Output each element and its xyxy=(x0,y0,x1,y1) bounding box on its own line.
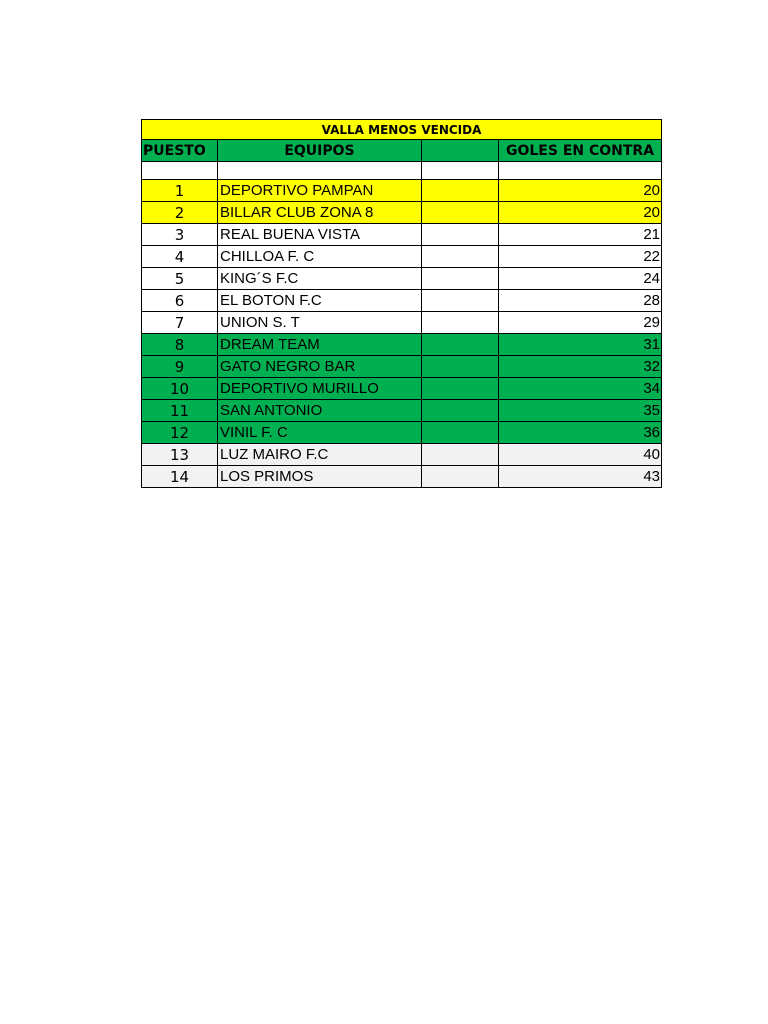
title-row xyxy=(142,120,662,140)
row-team: DEPORTIVO PAMPAN xyxy=(218,180,422,202)
row-position: 10 xyxy=(142,378,218,400)
row-blank xyxy=(422,180,499,202)
table-row xyxy=(142,356,662,378)
empty-cell xyxy=(499,162,662,180)
row-position: 4 xyxy=(142,246,218,268)
row-goals: 40 xyxy=(499,444,662,466)
row-goals: 29 xyxy=(499,312,662,334)
table-row xyxy=(142,400,662,422)
row-team: GATO NEGRO BAR xyxy=(218,356,422,378)
row-position: 11 xyxy=(142,400,218,422)
row-team: BILLAR CLUB ZONA 8 xyxy=(218,202,422,224)
table-row xyxy=(142,312,662,334)
header-position: PUESTO xyxy=(142,140,218,162)
table-row xyxy=(142,202,662,224)
row-goals: 28 xyxy=(499,290,662,312)
header-blank xyxy=(422,140,499,162)
row-goals: 36 xyxy=(499,422,662,444)
header-goals: GOLES EN CONTRA xyxy=(499,140,662,162)
table-row xyxy=(142,268,662,290)
table-row xyxy=(142,180,662,202)
row-blank xyxy=(422,466,499,488)
row-position: 12 xyxy=(142,422,218,444)
row-team: VINIL F. C xyxy=(218,422,422,444)
row-position: 9 xyxy=(142,356,218,378)
row-blank xyxy=(422,224,499,246)
row-blank xyxy=(422,202,499,224)
row-blank xyxy=(422,444,499,466)
row-goals: 34 xyxy=(499,378,662,400)
row-blank xyxy=(422,290,499,312)
row-team: SAN ANTONIO xyxy=(218,400,422,422)
empty-cell xyxy=(218,162,422,180)
row-team: DEPORTIVO MURILLO xyxy=(218,378,422,400)
row-team: DREAM TEAM xyxy=(218,334,422,356)
row-goals: 24 xyxy=(499,268,662,290)
table-title: VALLA MENOS VENCIDA xyxy=(142,120,662,140)
row-position: 13 xyxy=(142,444,218,466)
table-row xyxy=(142,334,662,356)
row-position: 1 xyxy=(142,180,218,202)
row-goals: 43 xyxy=(499,466,662,488)
row-team: CHILLOA F. C xyxy=(218,246,422,268)
row-goals: 22 xyxy=(499,246,662,268)
table-row xyxy=(142,224,662,246)
table-row xyxy=(142,466,662,488)
row-blank xyxy=(422,312,499,334)
row-team: LUZ MAIRO F.C xyxy=(218,444,422,466)
table-row xyxy=(142,444,662,466)
standings-body xyxy=(142,120,662,488)
row-blank xyxy=(422,378,499,400)
row-team: EL BOTON F.C xyxy=(218,290,422,312)
header-teams: EQUIPOS xyxy=(218,140,422,162)
row-position: 3 xyxy=(142,224,218,246)
row-position: 6 xyxy=(142,290,218,312)
table-row xyxy=(142,290,662,312)
empty-row xyxy=(142,162,662,180)
row-blank xyxy=(422,246,499,268)
row-position: 5 xyxy=(142,268,218,290)
empty-cell xyxy=(422,162,499,180)
row-blank xyxy=(422,422,499,444)
row-goals: 20 xyxy=(499,202,662,224)
row-position: 7 xyxy=(142,312,218,334)
row-blank xyxy=(422,356,499,378)
row-goals: 31 xyxy=(499,334,662,356)
row-goals: 21 xyxy=(499,224,662,246)
row-goals: 20 xyxy=(499,180,662,202)
table-row xyxy=(142,378,662,400)
table-row xyxy=(142,422,662,444)
standings-table xyxy=(141,119,662,488)
row-team: REAL BUENA VISTA xyxy=(218,224,422,246)
empty-cell xyxy=(142,162,218,180)
row-blank xyxy=(422,268,499,290)
row-blank xyxy=(422,400,499,422)
row-position: 14 xyxy=(142,466,218,488)
row-team: LOS PRIMOS xyxy=(218,466,422,488)
row-position: 2 xyxy=(142,202,218,224)
table-row xyxy=(142,246,662,268)
row-goals: 32 xyxy=(499,356,662,378)
header-row xyxy=(142,140,662,162)
row-goals: 35 xyxy=(499,400,662,422)
row-position: 8 xyxy=(142,334,218,356)
row-blank xyxy=(422,334,499,356)
row-team: KING´S F.C xyxy=(218,268,422,290)
row-team: UNION S. T xyxy=(218,312,422,334)
